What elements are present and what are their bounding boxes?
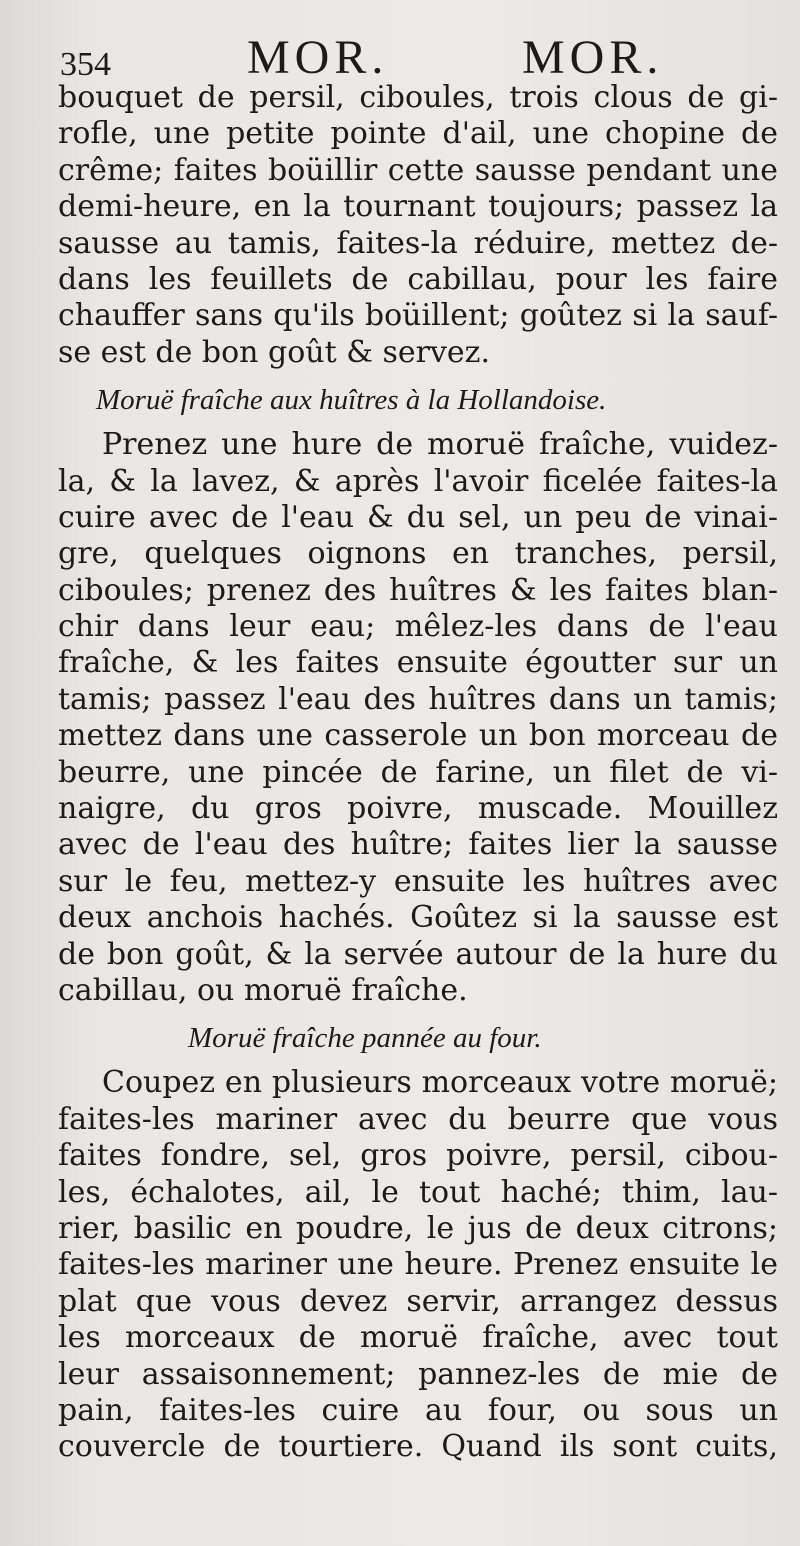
text-line: rofle, une petite pointe d'ail, une chopine de <box>58 116 778 152</box>
text-line: la, & la lavez, & après l'avoir ficelée faites-la <box>58 463 778 499</box>
paragraph-pannee <box>58 1065 778 1465</box>
text-line: les, échalotes, ail, le tout haché; thim, lau- <box>58 1174 778 1210</box>
text-line: beurre, une pincée de farine, un filet de vi- <box>58 754 778 790</box>
page-header <box>0 28 800 88</box>
text-line: les morceaux de moruë fraîche, avec tout <box>58 1320 778 1356</box>
text-line: pain, faites-les cuire au four, ou sous un <box>58 1392 778 1428</box>
text-line: plat que vous devez servir, arrangez dessus <box>58 1283 778 1319</box>
text-line: mettez dans une casserole un bon morceau de <box>58 718 778 754</box>
text-line: bouquet de persil, ciboules, trois clous de gi- <box>58 80 778 115</box>
text-line: leur assaisonnement; pannez-les de mie de <box>58 1356 778 1392</box>
text-line: crême; faites boüillir cette sausse pendant une <box>58 152 778 188</box>
text-line: faites fondre, sel, gros poivre, persil, cibou- <box>58 1138 778 1174</box>
text-line: demi-heure, en la tournant toujours; passez la <box>58 189 778 225</box>
text-line: deux anchois hachés. Goûtez si la sausse est <box>58 900 778 936</box>
text-line: naigre, du gros poivre, muscade. Mouillez <box>58 791 778 827</box>
text-line: chauffer sans qu'ils boüillent; goûtez si la sauf- <box>58 298 778 334</box>
text-line: faites-les mariner avec du beurre que vous <box>58 1101 778 1137</box>
paragraph-continued <box>58 80 778 371</box>
recipe-heading-huitres: Moruë fraîche aux huîtres à la Hollandoise. <box>96 384 607 417</box>
text-line: couvercle de tourtiere. Quand ils sont cuits, <box>58 1429 778 1465</box>
text-line: gre, quelques oignons en tranches, persil, <box>58 536 778 572</box>
page-text <box>58 80 778 1466</box>
text-line: rier, basilic en poudre, le jus de deux citrons; <box>58 1210 778 1246</box>
text-line: cabillau, ou moruë fraîche. <box>58 972 468 1008</box>
text-line: de bon goût, & la servée autour de la hure du <box>58 936 778 972</box>
paragraph-huitres <box>58 427 778 1009</box>
text-line: ciboules; prenez des huîtres & les faites blan- <box>58 572 778 608</box>
text-line: faites-les mariner une heure. Prenez ensuite le <box>58 1247 778 1283</box>
text-line: Coupez en plusieurs morceaux votre moruë; <box>102 1065 778 1101</box>
text-line: sausse au tamis, faites-la réduire, mettez de- <box>58 225 778 261</box>
running-head-left: MOR. <box>247 31 389 84</box>
text-line: avec de l'eau des huître; faites lier la sausse <box>58 827 778 863</box>
running-head-right: MOR. <box>522 31 664 84</box>
page-number: 354 <box>60 46 111 83</box>
text-line: fraîche, & les faites ensuite égoutter sur un <box>58 645 778 681</box>
text-line: chir dans leur eau; mêlez-les dans de l'eau <box>58 609 778 645</box>
text-line: se est de bon goût & servez. <box>58 334 490 370</box>
text-line: tamis; passez l'eau des huîtres dans un tamis; <box>58 681 778 717</box>
text-line: sur le feu, mettez-y ensuite les huîtres avec <box>58 863 778 899</box>
text-line: dans les feuillets de cabillau, pour les faire <box>58 261 778 297</box>
recipe-heading-pannee: Moruë fraîche pannée au four. <box>188 1022 542 1055</box>
text-line: Prenez une hure de moruë fraîche, vuidez- <box>102 427 778 463</box>
text-line: cuire avec de l'eau & du sel, un peu de vinai- <box>58 499 778 535</box>
